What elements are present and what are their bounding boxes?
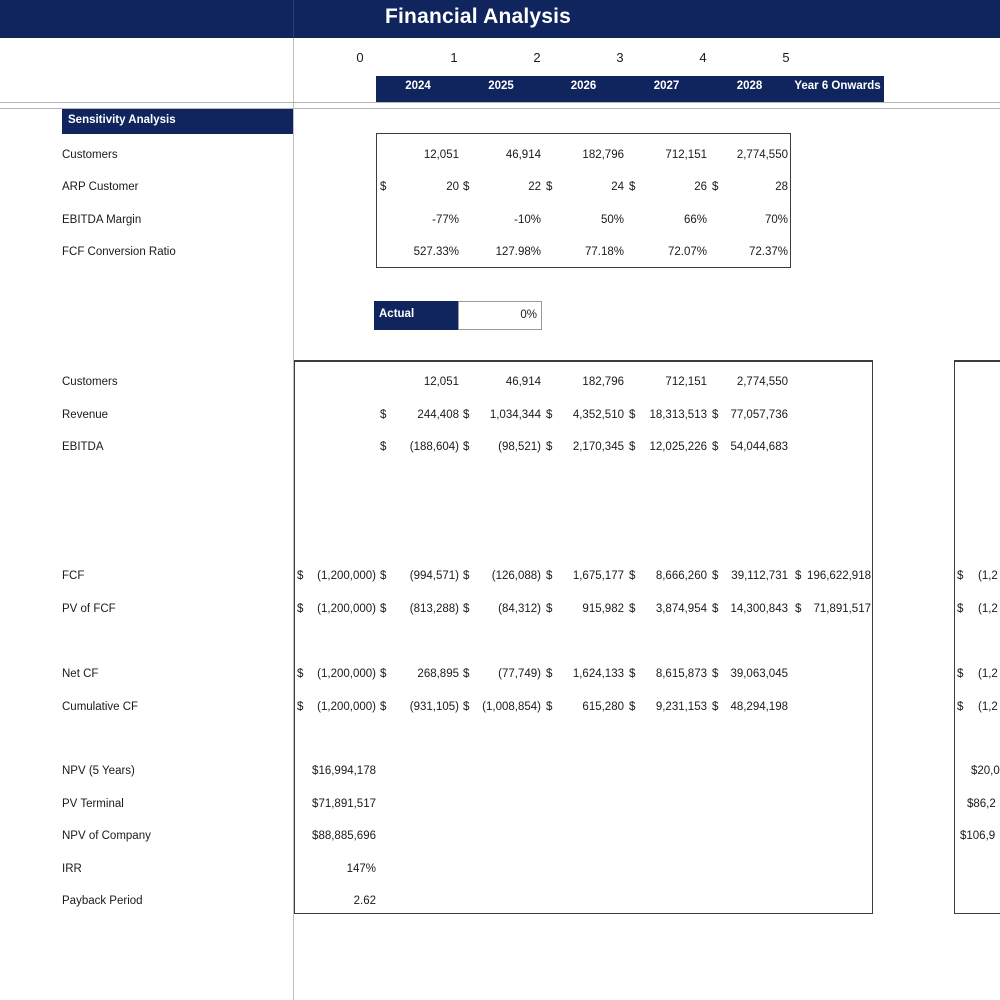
year-header-2028: 2028 — [736, 80, 763, 92]
period-number-4: 4 — [699, 50, 707, 65]
period-number-1: 1 — [450, 50, 458, 65]
sens-fcf-ratio-2025: 127.98% — [495, 246, 541, 258]
main-revenue-currency-2024: $ — [380, 409, 387, 421]
pv-fcf-currency-0: $ — [297, 603, 304, 615]
cumulative-cf-2025: (1,008,854) — [482, 701, 541, 713]
fcf-currency-2025: $ — [463, 570, 470, 582]
right-pv-fcf-currency: $ — [957, 603, 964, 615]
right-fcf-value: (1,2 — [978, 570, 998, 582]
net-cf-2025: (77,749) — [498, 668, 541, 680]
fcf-year6: 196,622,918 — [807, 570, 871, 582]
right-npv-of-company-value: $106,9 — [960, 830, 996, 842]
pv-fcf-period-0: (1,200,000) — [317, 603, 376, 615]
actual-input[interactable] — [458, 301, 542, 330]
main-revenue-2026: 4,352,510 — [572, 409, 624, 421]
net-cf-2027: 8,615,873 — [655, 668, 707, 680]
row-label-main-customers: Customers — [62, 376, 118, 388]
pv-fcf-year6: 71,891,517 — [813, 603, 871, 615]
cumulative-cf-currency-2026: $ — [546, 701, 553, 713]
cumulative-cf-2027: 9,231,153 — [655, 701, 707, 713]
sens-arp-2024: 20 — [446, 181, 459, 193]
fcf-currency-2024: $ — [380, 570, 387, 582]
actual-scenario-control[interactable] — [374, 301, 542, 330]
fcf-2025: (126,088) — [491, 570, 541, 582]
net-cf-currency-2025: $ — [463, 668, 470, 680]
net-cf-currency-2028: $ — [712, 668, 719, 680]
pv-fcf-currency-2027: $ — [629, 603, 636, 615]
main-revenue-currency-2028: $ — [712, 409, 719, 421]
pv-fcf-currency-2025: $ — [463, 603, 470, 615]
year-header-band — [376, 76, 884, 102]
net-cf-period-0: (1,200,000) — [317, 668, 376, 680]
sens-arp-currency-2027: $ — [629, 181, 636, 193]
period-number-5: 5 — [782, 50, 790, 65]
main-ebitda-2025: (98,521) — [498, 441, 541, 453]
title-bar — [0, 0, 1000, 38]
right-cumulative-cf-value: (1,2 — [978, 701, 998, 713]
fcf-2028: 39,112,731 — [731, 570, 788, 582]
sens-customers-2027: 712,151 — [665, 149, 707, 161]
fcf-2026: 1,675,177 — [572, 570, 624, 582]
pv-fcf-2024: (813,288) — [409, 603, 459, 615]
value-irr: 147% — [346, 863, 376, 875]
pv-fcf-currency-year6: $ — [795, 603, 802, 615]
net-cf-2024: 268,895 — [417, 668, 459, 680]
sens-arp-2027: 26 — [694, 181, 707, 193]
pv-fcf-currency-2026: $ — [546, 603, 553, 615]
row-label-npv-of-company: NPV of Company — [62, 830, 151, 842]
period-number-2: 2 — [533, 50, 541, 65]
row-label-sens-customers: Customers — [62, 149, 118, 161]
sens-fcf-ratio-2028: 72.37% — [748, 246, 788, 258]
sens-fcf-ratio-2024: 527.33% — [413, 246, 459, 258]
sens-customers-2028: 2,774,550 — [736, 149, 788, 161]
main-revenue-currency-2027: $ — [629, 409, 636, 421]
row-label-sens-ebitda: EBITDA Margin — [62, 214, 142, 226]
title-bar-column-divider — [293, 0, 294, 38]
main-revenue-2025: 1,034,344 — [489, 409, 541, 421]
main-ebitda-2027: 12,025,226 — [649, 441, 707, 453]
period-number-3: 3 — [616, 50, 624, 65]
main-ebitda-currency-2026: $ — [546, 441, 553, 453]
right-net-cf-value: (1,2 — [978, 668, 998, 680]
right-fcf-currency: $ — [957, 570, 964, 582]
main-customers-2025: 46,914 — [505, 376, 541, 388]
sens-ebitda-margin-2028: 70% — [764, 214, 788, 226]
net-cf-2026: 1,624,133 — [572, 668, 624, 680]
row-label-sens-fcfratio: FCF Conversion Ratio — [62, 246, 176, 258]
sensitivity-analysis-header — [62, 109, 293, 134]
year-header-2026: 2026 — [570, 80, 597, 92]
main-revenue-currency-2025: $ — [463, 409, 470, 421]
sens-customers-2026: 182,796 — [582, 149, 624, 161]
year-header-year6: Year 6 Onwards — [794, 80, 881, 92]
sens-ebitda-margin-2026: 50% — [600, 214, 624, 226]
main-ebitda-currency-2024: $ — [380, 441, 387, 453]
cumulative-cf-currency-2024: $ — [380, 701, 387, 713]
cumulative-cf-currency-2027: $ — [629, 701, 636, 713]
net-cf-2028: 39,063,045 — [730, 668, 788, 680]
main-ebitda-currency-2027: $ — [629, 441, 636, 453]
pv-fcf-currency-2024: $ — [380, 603, 387, 615]
sens-ebitda-margin-2024: -77% — [432, 214, 459, 226]
main-customers-2024: 12,051 — [423, 376, 459, 388]
fcf-2024: (994,571) — [409, 570, 459, 582]
net-cf-currency-2027: $ — [629, 668, 636, 680]
cumulative-cf-2026: 615,280 — [582, 701, 624, 713]
sens-arp-currency-2024: $ — [380, 181, 387, 193]
fcf-currency-2027: $ — [629, 570, 636, 582]
main-customers-2026: 182,796 — [582, 376, 624, 388]
value-npv-5-years: $16,994,178 — [312, 765, 376, 777]
fcf-currency-year6: $ — [795, 570, 802, 582]
actual-input-value: 0% — [520, 309, 537, 321]
value-pv-terminal: $71,891,517 — [312, 798, 376, 810]
sens-arp-2025: 22 — [528, 181, 541, 193]
pv-fcf-2028: 14,300,843 — [730, 603, 788, 615]
main-ebitda-currency-2028: $ — [712, 441, 719, 453]
pv-fcf-currency-2028: $ — [712, 603, 719, 615]
row-label-npv-5-years: NPV (5 Years) — [62, 765, 135, 777]
cumulative-cf-currency-2028: $ — [712, 701, 719, 713]
row-label-irr: IRR — [62, 863, 82, 875]
sens-arp-currency-2025: $ — [463, 181, 470, 193]
cumulative-cf-period-0: (1,200,000) — [317, 701, 376, 713]
cumulative-cf-currency-2025: $ — [463, 701, 470, 713]
net-cf-currency-2024: $ — [380, 668, 387, 680]
fcf-2027: 8,666,260 — [655, 570, 707, 582]
sens-fcf-ratio-2026: 77.18% — [584, 246, 624, 258]
main-revenue-currency-2026: $ — [546, 409, 553, 421]
main-customers-2028: 2,774,550 — [736, 376, 788, 388]
main-ebitda-currency-2025: $ — [463, 441, 470, 453]
right-npv-5-years-value: $20,0 — [971, 765, 1000, 777]
main-ebitda-2024: (188,604) — [409, 441, 459, 453]
row-label-net-cf: Net CF — [62, 668, 99, 680]
sens-arp-2026: 24 — [611, 181, 624, 193]
fcf-currency-2026: $ — [546, 570, 553, 582]
right-net-cf-currency: $ — [957, 668, 964, 680]
main-revenue-2028: 77,057,736 — [730, 409, 788, 421]
page-title: Financial Analysis — [385, 5, 572, 28]
cumulative-cf-currency-0: $ — [297, 701, 304, 713]
year-header-2025: 2025 — [488, 80, 514, 92]
pv-fcf-2025: (84,312) — [498, 603, 541, 615]
row-label-main-revenue: Revenue — [62, 409, 109, 421]
net-cf-currency-2026: $ — [546, 668, 553, 680]
main-customers-2027: 712,151 — [665, 376, 707, 388]
sens-arp-2028: 28 — [775, 181, 788, 193]
right-pv-terminal-value: $86,2 — [967, 798, 996, 810]
fcf-currency-0: $ — [297, 570, 304, 582]
net-cf-currency-0: $ — [297, 668, 304, 680]
cumulative-cf-2024: (931,105) — [409, 701, 459, 713]
row-label-main-ebitda: EBITDA — [62, 441, 104, 453]
main-ebitda-2028: 54,044,683 — [730, 441, 788, 453]
main-revenue-2027: 18,313,513 — [649, 409, 707, 421]
right-pv-fcf-value: (1,2 — [978, 603, 998, 615]
pv-fcf-2026: 915,982 — [582, 603, 624, 615]
row-label-pv-terminal: PV Terminal — [62, 798, 124, 810]
sens-customers-2025: 46,914 — [505, 149, 541, 161]
sens-fcf-ratio-2027: 72.07% — [667, 246, 707, 258]
actual-label — [374, 301, 458, 330]
actual-label-text: Actual — [379, 308, 415, 320]
year-header-2024: 2024 — [405, 80, 431, 92]
right-cumulative-cf-currency: $ — [957, 701, 964, 713]
sens-arp-currency-2026: $ — [546, 181, 553, 193]
row-label-sens-arp: ARP Customer — [62, 181, 139, 193]
cumulative-cf-2028: 48,294,198 — [730, 701, 788, 713]
fcf-currency-2028: $ — [712, 570, 719, 582]
pv-fcf-2027: 3,874,954 — [655, 603, 707, 615]
sens-arp-currency-2028: $ — [712, 181, 719, 193]
sensitivity-analysis-label: Sensitivity Analysis — [68, 114, 176, 126]
main-ebitda-2026: 2,170,345 — [572, 441, 624, 453]
main-revenue-2024: 244,408 — [417, 409, 459, 421]
sens-customers-2024: 12,051 — [423, 149, 459, 161]
row-label-cumulative-cf: Cumulative CF — [62, 701, 139, 713]
sens-ebitda-margin-2027: 66% — [683, 214, 707, 226]
row-label-payback-period: Payback Period — [62, 895, 143, 907]
grid-hairline-top — [0, 102, 1000, 103]
row-label-fcf: FCF — [62, 570, 85, 582]
value-npv-of-company: $88,885,696 — [312, 830, 376, 842]
fcf-period-0: (1,200,000) — [317, 570, 376, 582]
row-label-pv-fcf: PV of FCF — [62, 603, 116, 615]
value-payback-period: 2.62 — [353, 895, 376, 907]
year-header-2027: 2027 — [653, 80, 680, 92]
sens-ebitda-margin-2025: -10% — [514, 214, 541, 226]
period-number-0: 0 — [356, 50, 364, 65]
